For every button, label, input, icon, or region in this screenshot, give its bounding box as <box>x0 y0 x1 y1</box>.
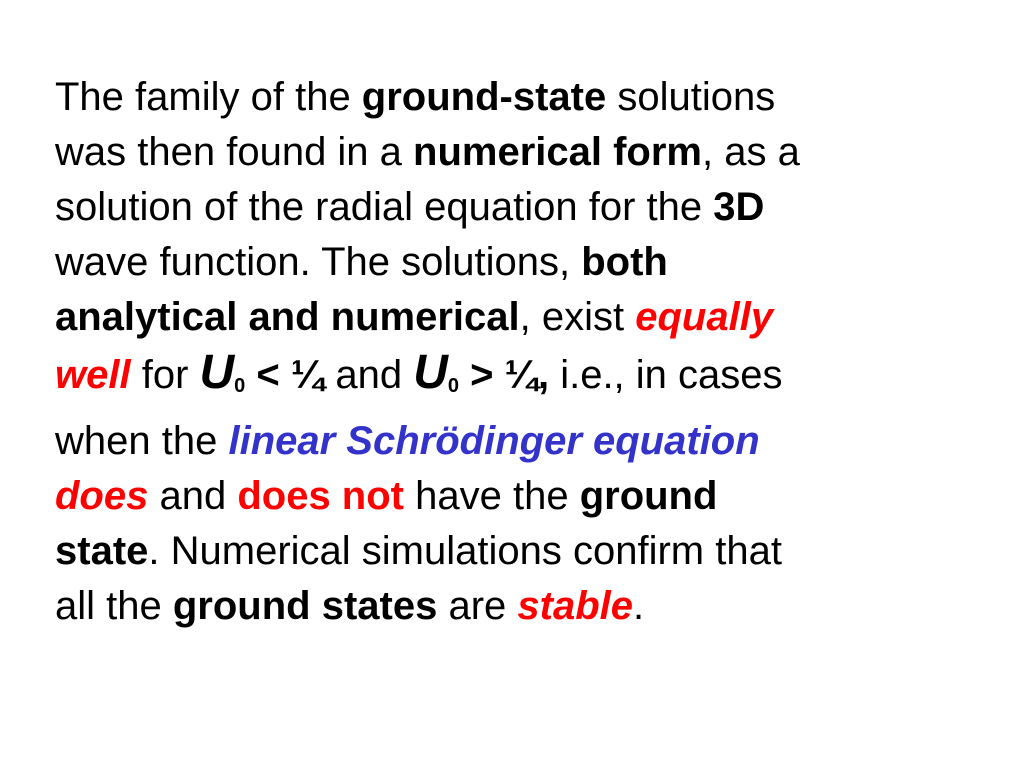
text-line-3 <box>55 180 955 235</box>
text-line-4 <box>55 235 955 290</box>
text-segment: and <box>324 353 414 397</box>
text-line-7 <box>55 414 955 469</box>
math-subscript-zero: 0 <box>447 375 460 397</box>
text-segment: The family of the <box>55 75 362 119</box>
text-segment: are <box>437 584 518 628</box>
math-symbol-u: U <box>413 346 448 399</box>
blue-emphasis-linear-schrodinger-equation: linear Schrödinger equation <box>228 419 760 463</box>
math-symbol-u: U <box>199 346 235 399</box>
red-emphasis-does-not: does not <box>237 474 404 518</box>
text-segment: i.e., in cases <box>549 353 783 397</box>
text-line-10 <box>55 579 955 634</box>
text-segment: solution of the radial equation for the <box>55 185 714 229</box>
bold-term-numerical-form: numerical form <box>413 130 702 174</box>
bold-term-both: both <box>581 240 668 284</box>
math-inequality-greater: > ¼, <box>459 353 550 397</box>
bold-term-ground: ground <box>579 474 718 518</box>
text-segment: when the <box>55 419 229 463</box>
text-line-9 <box>55 524 955 579</box>
bold-term-ground-state: ground-state <box>361 75 607 119</box>
math-inequality-less: < ¼ <box>245 353 325 397</box>
text-segment: have the <box>404 474 580 518</box>
bold-term-analytical-and-numerical: analytical and numerical <box>55 295 520 339</box>
text-segment: wave function. The solutions, <box>55 240 582 284</box>
text-segment: and <box>148 474 238 518</box>
text-segment: for <box>130 353 200 397</box>
red-emphasis-equally: equally <box>635 295 774 339</box>
text-segment: . Numerical simulations confirm that <box>148 529 782 573</box>
text-line-2 <box>55 125 955 180</box>
slide-paragraph <box>55 70 955 634</box>
text-line-1 <box>55 70 955 125</box>
text-line-8 <box>55 469 955 524</box>
text-segment: all the <box>55 584 173 628</box>
red-emphasis-well: well <box>55 353 131 397</box>
red-emphasis-does: does <box>55 474 149 518</box>
text-segment: was then found in a <box>55 130 414 174</box>
text-segment: . <box>633 584 645 628</box>
text-line-5 <box>55 290 955 345</box>
text-segment: solutions <box>606 75 776 119</box>
bold-term-state: state <box>55 529 149 573</box>
math-subscript-zero: 0 <box>234 375 246 397</box>
bold-term-3d: 3D <box>713 185 765 229</box>
bold-term-ground-states: ground states <box>172 584 438 628</box>
red-emphasis-stable: stable <box>517 584 633 628</box>
text-segment: , exist <box>519 295 636 339</box>
text-segment: , as a <box>702 130 800 174</box>
text-line-6 <box>55 345 955 414</box>
